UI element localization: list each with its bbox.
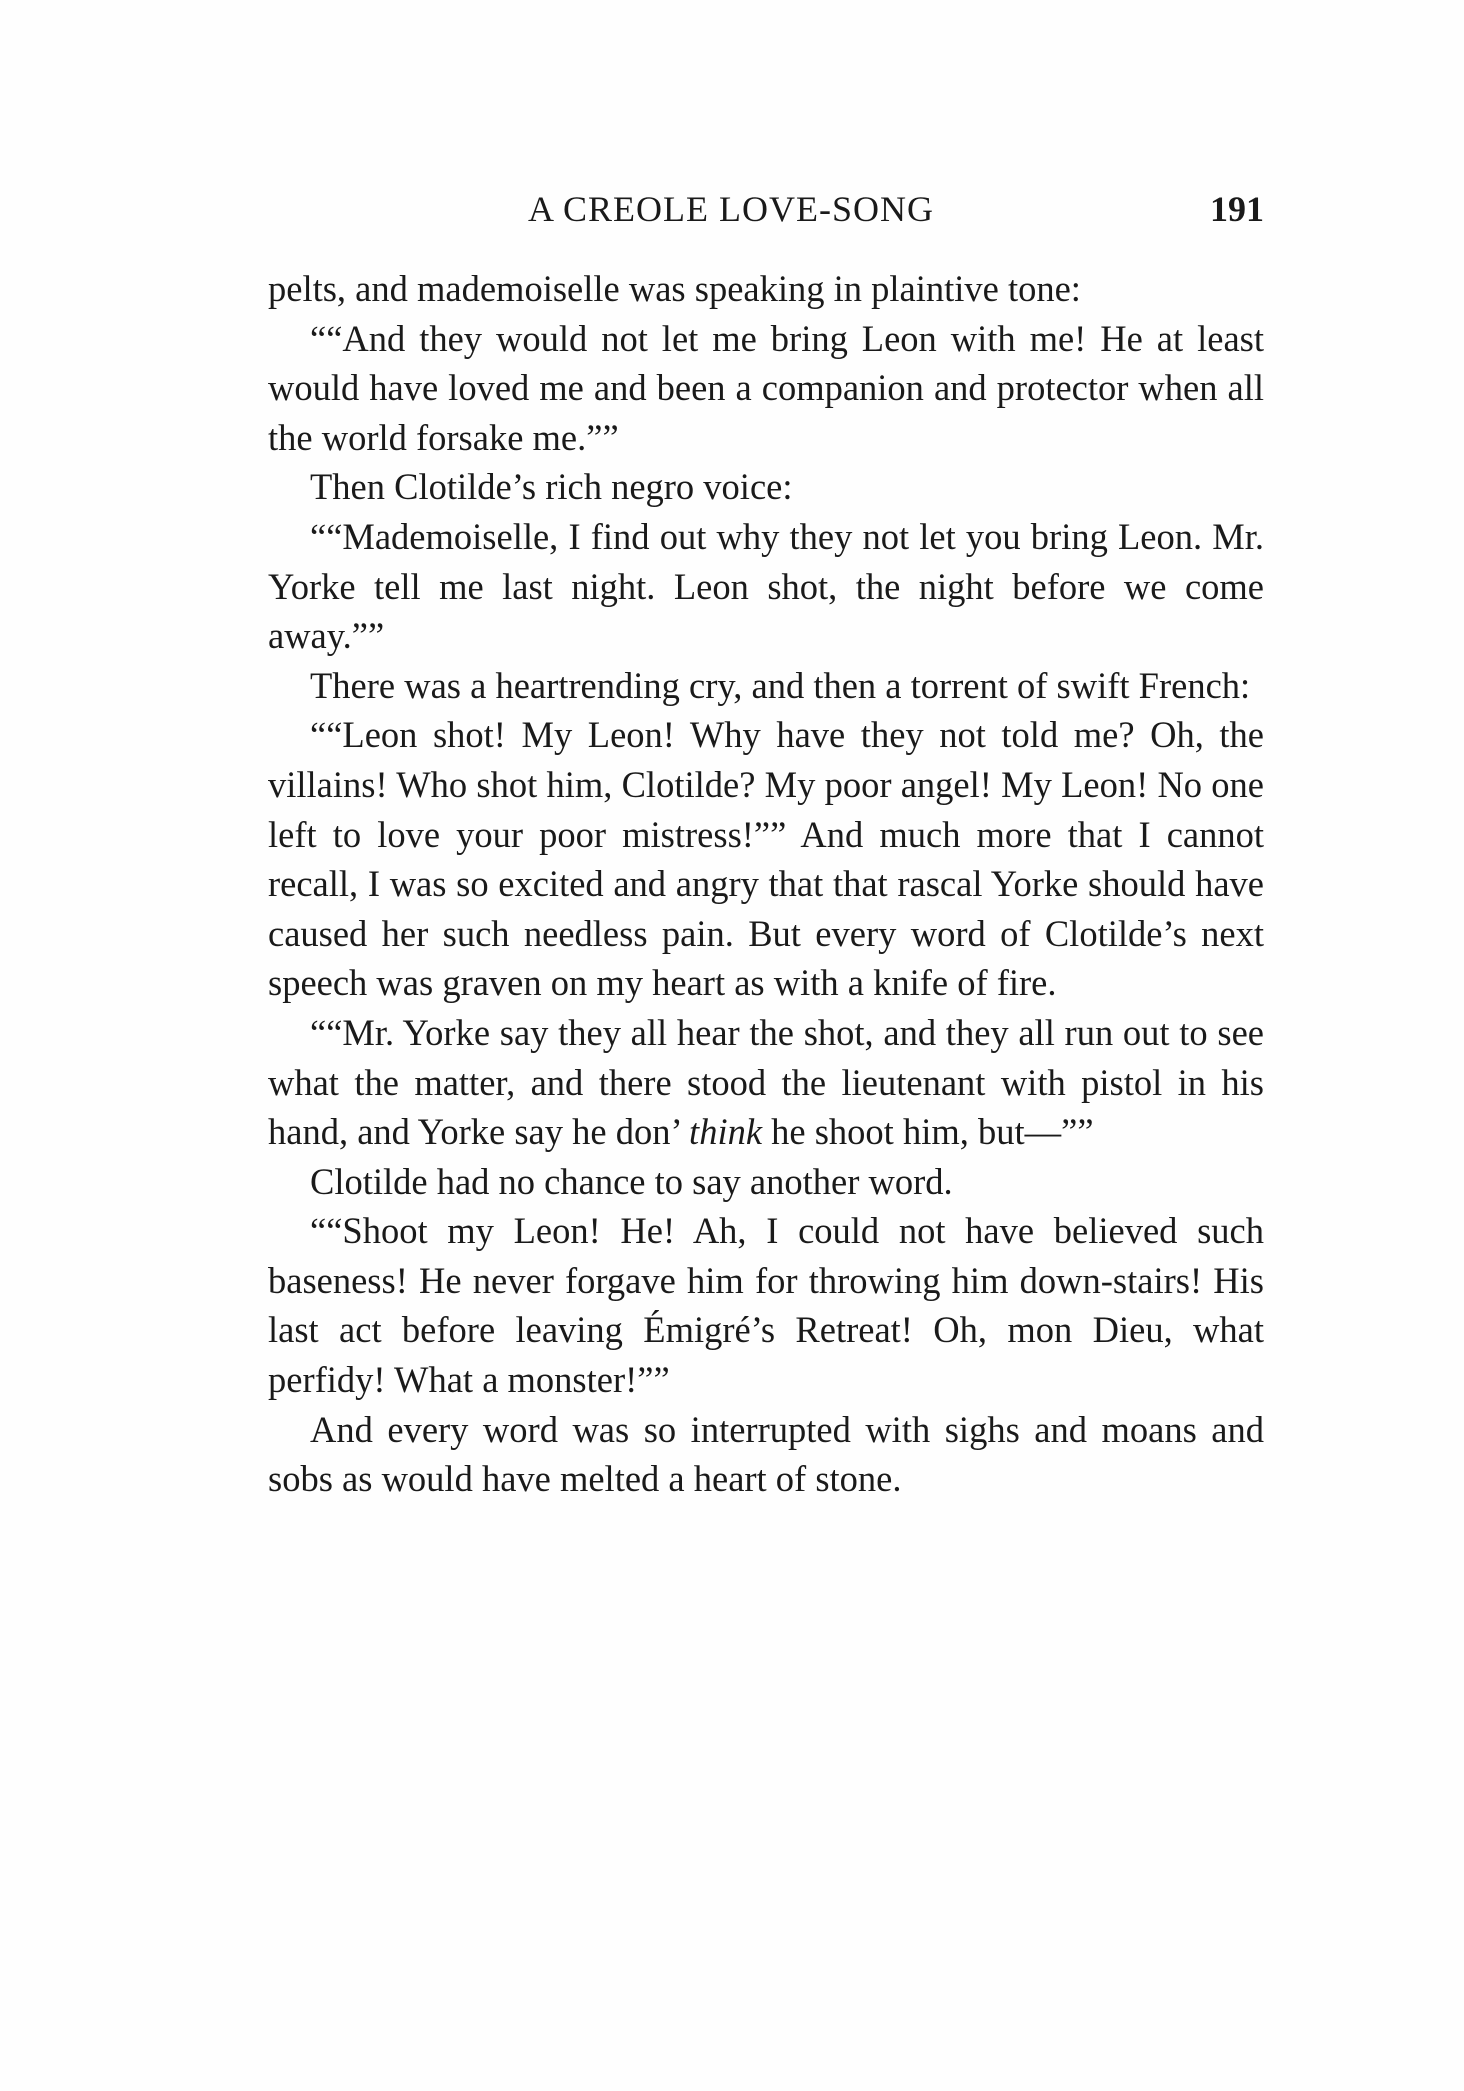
page-header <box>268 188 1264 238</box>
body-text <box>268 264 1264 1504</box>
page-number: 191 <box>1210 189 1264 229</box>
paragraph-2: ““And they would not let me bring Leon with me! He at least would have loved me and been a companion and protector when all the world forsake me.”” <box>268 317 1264 458</box>
paragraph-9: ““Shoot my Leon! He! Ah, I could not have believed such baseness! He never forgave him for throwing him down-stairs! His last act before leaving Émigré’s Retreat! Oh, mon Dieu, what perfidy! What a monster!”” <box>268 1210 1264 1401</box>
running-title: A CREOLE LOVE-SONG <box>528 189 934 229</box>
paragraph-6: ““Leon shot! My Leon! Why have they not told me? Oh, the villains! Who shot him, Clotilde? My poor angel! My Leon! No one left to love your poor mistress!”” And much more that I cannot recall, I was so excited and angry that that rascal Yorke should have caused her such needless pain. But every word of Clotilde’s next speech was graven on my heart as with a knife of fire. <box>268 714 1264 1004</box>
paragraph-7-text-before: ““Mr. Yorke say they all hear the shot, and they all run out to see what the matter, and there stood the lieutenant with pistol in his hand, and Yorke say he don’ <box>268 1011 1264 1153</box>
paragraph-8: Clotilde had no chance to say another word. <box>310 1160 953 1202</box>
paragraph-3: Then Clotilde’s rich negro voice: <box>310 466 793 508</box>
paragraph-7 <box>268 1008 1264 1157</box>
paragraph-5: There was a heartrending cry, and then a torrent of swift French: <box>310 664 1251 706</box>
paragraph-7-emphasis: think <box>689 1111 763 1153</box>
paragraph-10: And every word was so interrupted with sighs and moans and sobs as would have melted a heart of stone. <box>268 1408 1264 1500</box>
paragraph-4: ““Mademoiselle, I find out why they not let you bring Leon. Mr. Yorke tell me last night. Leon shot, the night before we come away.”” <box>268 515 1264 657</box>
paragraph-7-text-after: he shoot him, but—”” <box>762 1111 1094 1153</box>
paragraph-1: pelts, and mademoiselle was speaking in plaintive tone: <box>268 268 1081 309</box>
